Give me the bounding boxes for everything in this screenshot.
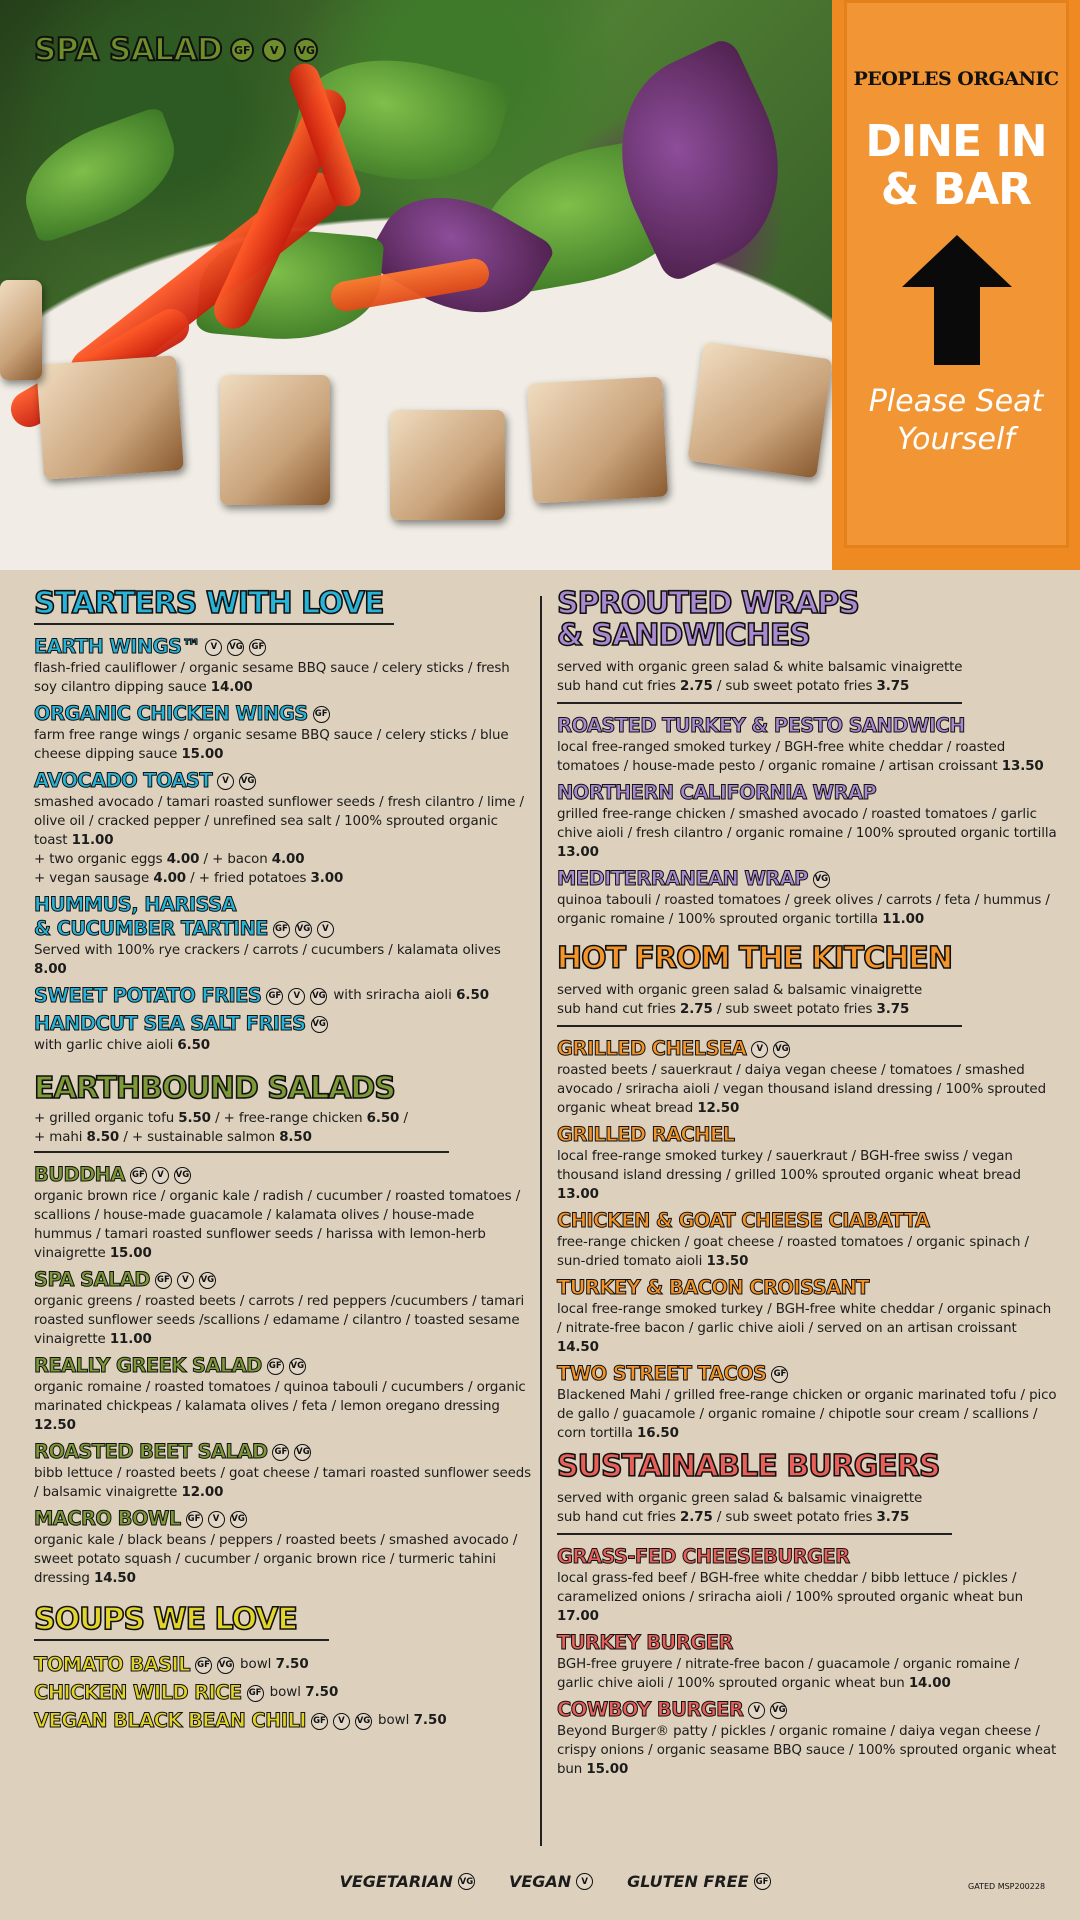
menu-item-description: smashed avocado / tamari roasted sunflower seeds / fresh cilantro / lime / olive oil / cracked pepper / unrefined sea salt / 100% sprouted organic toast 11.00 + two organic eggs 4.00 / + bacon 4.00 + vegan sausage 4.00 / + fried potatoes 3.00 bbox=[34, 795, 524, 886]
vegetarian-badge-icon: VG bbox=[294, 1444, 311, 1461]
vegan-badge-icon: V bbox=[751, 1041, 768, 1058]
menu-item-title: REALLY GREEK SALAD GF VG bbox=[34, 1354, 305, 1377]
burgers-section bbox=[557, 1451, 1057, 1779]
seat-yourself-text-line2: Yourself bbox=[897, 422, 1015, 457]
menu-item-title: TWO STREET TACOS GF bbox=[557, 1362, 1057, 1386]
section-rule bbox=[557, 1533, 952, 1535]
price: 13.00 bbox=[557, 1187, 599, 1202]
menu-item-description: roasted beets / sauerkraut / daiya vegan cheese / tomatoes / smashed avocado / sriracha aioli / vegan thousand island dressing / 100% sprouted organic wheat bread 12.50 bbox=[557, 1063, 1046, 1116]
gluten-free-badge-icon: GF bbox=[155, 1272, 172, 1289]
menu-item-note: bowl 7.50 bbox=[240, 1657, 309, 1672]
vegan-badge-icon: V bbox=[333, 1713, 350, 1730]
menu-item-title: ROASTED TURKEY & PESTO SANDWICH bbox=[557, 714, 965, 737]
section-rule bbox=[34, 623, 394, 625]
price: 13.50 bbox=[706, 1254, 749, 1269]
menu-item-description: organic kale / black beans / peppers / roasted beets / smashed avocado / sweet potato squash / cucumber / organic brown rice / turmeric tahini dressing 14.50 bbox=[34, 1533, 518, 1586]
vegetarian-badge-icon: VG bbox=[174, 1167, 191, 1184]
vegan-badge-icon: V bbox=[208, 1511, 225, 1528]
price: 11.00 bbox=[882, 912, 925, 927]
right-menu-column bbox=[557, 588, 1057, 1784]
menu-item-title: HUMMUS, HARISSA bbox=[34, 893, 237, 916]
salads-section bbox=[34, 1073, 534, 1588]
menu-item-title: CHICKEN & GOAT CHEESE CIABATTA bbox=[557, 1209, 930, 1232]
price: 13.00 bbox=[557, 845, 599, 860]
up-arrow-icon bbox=[902, 235, 1012, 365]
gluten-free-badge-icon: GF bbox=[186, 1511, 203, 1528]
price: 11.00 bbox=[109, 1332, 152, 1347]
gluten-free-badge-icon: GF bbox=[247, 1685, 264, 1702]
price: 14.00 bbox=[908, 1676, 951, 1691]
price: 14.50 bbox=[557, 1340, 599, 1355]
soups-section bbox=[34, 1604, 534, 1733]
menu-item-title: EARTH WINGS™ V VG GF bbox=[34, 635, 534, 659]
menu-item-description: bibb lettuce / roasted beets / goat cheese / tamari roasted sunflower seeds / balsamic vinaigrette 12.00 bbox=[34, 1466, 532, 1500]
price: 15.00 bbox=[181, 747, 224, 762]
menu-item-title: NORTHERN CALIFORNIA WRAP bbox=[557, 781, 877, 804]
vegan-badge-icon: V bbox=[262, 38, 286, 62]
dine-in-heading: DINE IN bbox=[865, 116, 1047, 167]
menu-item-title: MEDITERRANEAN WRAP VG bbox=[557, 867, 829, 890]
price: 14.00 bbox=[210, 680, 253, 695]
gluten-free-badge-icon: GF bbox=[195, 1657, 212, 1674]
gluten-free-badge-icon: GF bbox=[771, 1366, 788, 1383]
menu-item-title: TOMATO BASIL GF VG bowl 7.50 bbox=[34, 1653, 309, 1676]
vegetarian-badge-icon: VG bbox=[230, 1511, 247, 1528]
menu-item-title: HANDCUT SEA SALT FRIES VG bbox=[34, 1012, 326, 1035]
vegetarian-badge-icon: VG bbox=[227, 639, 244, 656]
section-subtitle: served with organic green salad & balsamic vinaigrette sub hand cut fries 2.75 / sub sweet potato fries 3.75 bbox=[557, 983, 923, 1017]
section-title-kitchen: HOT FROM THE KITCHEN bbox=[557, 941, 953, 976]
menu-item-title: TURKEY BURGER bbox=[557, 1631, 733, 1654]
tofu-cube bbox=[390, 410, 505, 520]
menu-item-title-line2: & CUCUMBER TARTINE GF VG V bbox=[34, 917, 534, 941]
section-rule bbox=[34, 1151, 449, 1153]
menu-item-title: BUDDHA GF V VG bbox=[34, 1163, 190, 1186]
dietary-legend bbox=[0, 1872, 1080, 1891]
menu-item-note: bowl 7.50 bbox=[269, 1685, 339, 1700]
left-menu-column bbox=[34, 588, 534, 1737]
price: 16.50 bbox=[637, 1426, 679, 1441]
menu-item-title: GRILLED RACHEL bbox=[557, 1123, 735, 1146]
gluten-free-badge-icon: GF bbox=[313, 706, 330, 723]
vegetarian-badge-icon: VG bbox=[355, 1713, 372, 1730]
section-title-soups: SOUPS WE LOVE bbox=[34, 1602, 297, 1637]
menu-item-description: organic brown rice / organic kale / radish / cucumber / roasted tomatoes / scallions / house-made guacamole / kalamata olives / house-made hummus / tamari roasted sunflower seeds / harissa with lemon-herb vinaigrette 15.00 bbox=[34, 1189, 521, 1261]
gluten-free-badge-icon: GF bbox=[249, 639, 266, 656]
starters-section bbox=[34, 588, 534, 1055]
price: 12.50 bbox=[697, 1101, 740, 1116]
vegetarian-badge-icon: VG bbox=[773, 1041, 790, 1058]
seat-yourself-text: Please Seat bbox=[868, 384, 1044, 419]
menu-item-description: organic greens / roasted beets / carrots / red peppers /cucumbers / tamari roasted sunflower seeds /scallions / edamame / cilantro / toasted sesame vinaigrette 11.00 bbox=[34, 1294, 525, 1347]
menu-item-title: CHICKEN WILD RICE GF bowl 7.50 bbox=[34, 1681, 339, 1704]
menu-item-title: COWBOY BURGER V VG bbox=[557, 1698, 786, 1721]
vegan-badge-icon: V bbox=[317, 921, 334, 938]
menu-item-description: grilled free-range chicken / smashed avocado / roasted tomatoes / garlic chive aioli / fresh cilantro / organic romaine / 100% sprouted organic tortilla 13.00 bbox=[557, 807, 1057, 860]
tofu-cube bbox=[527, 377, 668, 504]
menu-item-description: local grass-fed beef / BGH-free white cheddar / bibb lettuce / pickles / caramelized onions / sriracha aioli / 100% sprouted organic wheat bun 17.00 bbox=[557, 1571, 1024, 1624]
tofu-cube bbox=[220, 375, 330, 505]
menu-item-title: SWEET POTATO FRIES GF V VG with sriracha aioli 6.50 bbox=[34, 984, 490, 1007]
menu-item-title: ROASTED BEET SALAD GF VG bbox=[34, 1440, 310, 1463]
tofu-cube bbox=[0, 280, 42, 380]
section-rule bbox=[557, 702, 962, 704]
menu-item-description: local free-range smoked turkey / sauerkraut / BGH-free swiss / vegan thousand island dressing / grilled 100% sprouted organic wheat bread 13.00 bbox=[557, 1149, 1021, 1202]
section-title-wraps: SPROUTED WRAPS bbox=[557, 586, 859, 621]
hero-photo bbox=[0, 0, 832, 570]
menu-item-description: Beyond Burger® patty / pickles / organic romaine / daiya vegan cheese / crispy onions / organic seasame BBQ sauce / 100% sprouted organic wheat bun 15.00 bbox=[557, 1724, 1057, 1777]
vegetarian-badge-icon: VG bbox=[311, 1016, 328, 1033]
gluten-free-badge-icon: GF bbox=[272, 1444, 289, 1461]
vegan-badge-icon: V bbox=[748, 1702, 765, 1719]
menu-item-title: GRASS-FED CHEESEBURGER bbox=[557, 1545, 850, 1568]
price: 12.00 bbox=[181, 1485, 224, 1500]
menu-item-description: with garlic chive aioli 6.50 bbox=[34, 1038, 210, 1053]
menu-item-description: farm free range wings / organic sesame BBQ sauce / celery sticks / blue cheese dipping sauce 15.00 bbox=[34, 728, 509, 762]
menu-item-description: BGH-free gruyere / nitrate-free bacon / guacamole / organic romaine / garlic chive aioli / 100% sprouted organic wheat bun 14.00 bbox=[557, 1657, 1019, 1691]
vegan-badge-icon: V bbox=[177, 1272, 194, 1289]
price: 15.00 bbox=[586, 1762, 629, 1777]
menu-item-title: MACRO BOWL GF V VG bbox=[34, 1507, 245, 1530]
price: 11.00 bbox=[71, 833, 114, 848]
price: 8.00 bbox=[34, 962, 67, 977]
section-rule bbox=[557, 1025, 962, 1027]
vegetarian-badge-icon: VG bbox=[289, 1358, 306, 1375]
price: 17.00 bbox=[557, 1609, 599, 1624]
gluten-free-badge-icon: GF bbox=[130, 1167, 147, 1184]
section-title-starters: STARTERS WITH LOVE bbox=[34, 586, 384, 621]
legend-vegetarian: VEGETARIAN VG bbox=[339, 1872, 474, 1891]
gluten-free-badge-icon: GF bbox=[266, 988, 283, 1005]
menu-code: GATED MSP200228 bbox=[968, 1882, 1046, 1891]
section-title-wraps-line2: & SANDWICHES bbox=[557, 618, 810, 653]
menu-item-description: organic romaine / roasted tomatoes / quinoa tabouli / cucumbers / organic marinated chickpeas / kalamata olives / feta / lemon oregano dressing 12.50 bbox=[34, 1380, 526, 1433]
menu-item-description: free-range chicken / goat cheese / roasted tomatoes / organic spinach / sun-dried tomato aioli 13.50 bbox=[557, 1235, 1029, 1269]
vegetarian-badge-icon: VG bbox=[294, 38, 318, 62]
price: 13.50 bbox=[1001, 759, 1044, 774]
price: 15.00 bbox=[109, 1246, 152, 1261]
menu-item-title: AVOCADO TOAST V VG bbox=[34, 769, 255, 792]
price: 14.50 bbox=[93, 1571, 136, 1586]
vegan-badge-icon: V bbox=[205, 639, 222, 656]
vegan-badge-icon: V bbox=[217, 773, 234, 790]
lettuce-leaf bbox=[9, 105, 190, 244]
wraps-section bbox=[557, 588, 1057, 929]
section-title-burgers: SUSTAINABLE BURGERS bbox=[557, 1449, 940, 1484]
menu-item-title: VEGAN BLACK BEAN CHILI GF V VG bowl 7.50 bbox=[34, 1709, 447, 1732]
gluten-free-badge-icon: GF bbox=[754, 1873, 771, 1890]
menu-item-description: flash-fried cauliflower / organic sesame BBQ sauce / celery sticks / fresh soy cilantro dipping sauce 14.00 bbox=[34, 661, 510, 695]
gluten-free-badge-icon: GF bbox=[273, 921, 290, 938]
vegetarian-badge-icon: VG bbox=[458, 1873, 475, 1890]
gluten-free-badge-icon: GF bbox=[311, 1713, 328, 1730]
menu-item-description: local free-ranged smoked turkey / BGH-free white cheddar / roasted tomatoes / house-made pesto / organic romaine / artisan croissant 13.50 bbox=[557, 740, 1044, 774]
tofu-cube bbox=[687, 342, 832, 479]
menu-item-description: quinoa tabouli / roasted tomatoes / greek olives / carrots / feta / hummus / organic romaine / 100% sprouted organic tortilla 11.00 bbox=[557, 893, 1050, 927]
bar-heading: & BAR bbox=[880, 164, 1032, 215]
menu-item-title: TURKEY & BACON CROISSANT bbox=[557, 1276, 869, 1299]
menu-item-note: with sriracha aioli 6.50 bbox=[333, 988, 490, 1003]
vegetarian-badge-icon: VG bbox=[770, 1702, 787, 1719]
column-divider bbox=[540, 596, 542, 1846]
gluten-free-badge-icon: GF bbox=[230, 38, 254, 62]
menu-item-description: Served with 100% rye crackers / carrots / cucumbers / kalamata olives 8.00 bbox=[34, 943, 501, 977]
vegetarian-badge-icon: VG bbox=[813, 871, 830, 888]
vegan-badge-icon: V bbox=[288, 988, 305, 1005]
vegetarian-badge-icon: VG bbox=[217, 1657, 234, 1674]
menu-item-title: SPA SALAD GF V VG bbox=[34, 1268, 215, 1291]
menu-item-note: bowl 7.50 bbox=[377, 1713, 447, 1728]
section-rule bbox=[34, 1639, 329, 1641]
price: 6.50 bbox=[177, 1038, 210, 1053]
salad-add-ons: + grilled organic tofu 5.50 / + free-range chicken 6.50 / + mahi 8.50 / + sustainable salmon 8.50 bbox=[34, 1111, 408, 1145]
vegetarian-badge-icon: VG bbox=[295, 921, 312, 938]
hero-title-text: SPA SALAD bbox=[34, 32, 223, 68]
vegetarian-badge-icon: VG bbox=[199, 1272, 216, 1289]
brand-logo: PEOPLES ORGANIC bbox=[853, 68, 1059, 90]
vegan-badge-icon: V bbox=[152, 1167, 169, 1184]
menu-item-description: Blackened Mahi / grilled free-range chicken or organic marinated tofu / pico de gallo / guacamole / organic romaine / chipotle sour cream / scallions / corn tortilla 16.50 bbox=[557, 1388, 1057, 1441]
section-subtitle: served with organic green salad & balsamic vinaigrette sub hand cut fries 2.75 / sub sweet potato fries 3.75 bbox=[557, 1491, 923, 1525]
hero-title bbox=[34, 32, 318, 68]
menu-item-title: ORGANIC CHICKEN WINGS GF bbox=[34, 702, 534, 726]
kitchen-section bbox=[557, 943, 1057, 1443]
section-title-salads: EARTHBOUND SALADS bbox=[34, 1071, 395, 1106]
menu-item-title: GRILLED CHELSEA V VG bbox=[557, 1037, 789, 1060]
vegetarian-badge-icon: VG bbox=[239, 773, 256, 790]
legend-gluten-free: GLUTEN FREE GF bbox=[627, 1872, 770, 1891]
gluten-free-badge-icon: GF bbox=[267, 1358, 284, 1375]
vegan-badge-icon: V bbox=[576, 1873, 593, 1890]
dine-in-panel bbox=[832, 0, 1080, 570]
menu-item-description: local free-range smoked turkey / BGH-free white cheddar / organic spinach / nitrate-free bacon / garlic chive aioli / served on an artisan croissant 14.50 bbox=[557, 1302, 1052, 1355]
legend-vegan: VEGAN V bbox=[509, 1872, 593, 1891]
tofu-cube bbox=[36, 355, 184, 479]
vegetarian-badge-icon: VG bbox=[310, 988, 327, 1005]
section-subtitle: served with organic green salad & white balsamic vinaigrette sub hand cut fries 2.75 / sub sweet potato fries 3.75 bbox=[557, 660, 963, 694]
price: 12.50 bbox=[34, 1418, 76, 1433]
